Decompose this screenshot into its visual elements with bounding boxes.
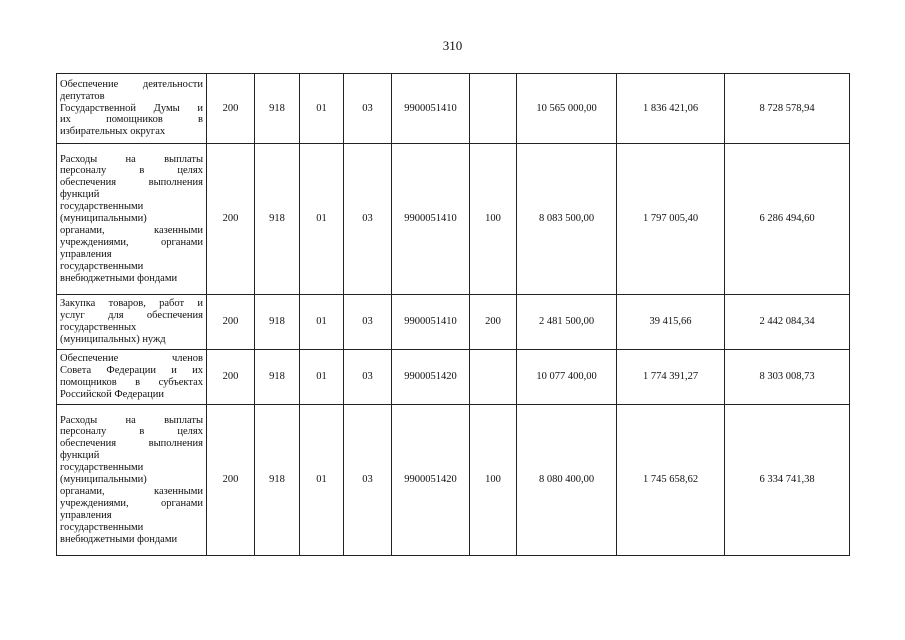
- row-description: [57, 74, 207, 144]
- cell-plan: 10 077 400,00: [517, 350, 617, 405]
- description-line: помощников в субъектах: [60, 377, 203, 388]
- description-line: Российской Федерации: [60, 388, 164, 400]
- row-description: [57, 295, 207, 350]
- cell-subsection: 03: [344, 405, 392, 556]
- cell-subsection: 03: [344, 74, 392, 144]
- description-line: персоналу в целях: [60, 165, 203, 177]
- cell-section: 01: [300, 144, 344, 295]
- cell-remaining: 8 303 008,73: [725, 350, 850, 405]
- cell-plan: 10 565 000,00: [517, 74, 617, 144]
- description-line: учреждениями, органами: [60, 236, 203, 248]
- cell-subsection: 03: [344, 295, 392, 350]
- page-number: 310: [442, 38, 463, 53]
- cell-expense-type: 200: [470, 295, 517, 350]
- description-line: государственными: [60, 462, 144, 474]
- description-line: функций: [60, 450, 100, 462]
- row-description: [57, 144, 207, 295]
- description-line: государственных: [60, 322, 137, 333]
- description-line: Расходы на выплаты: [60, 414, 203, 426]
- cell-executed: 1 797 005,40: [617, 144, 725, 295]
- description-line: функций: [60, 189, 100, 201]
- cell-admin: 200: [207, 295, 255, 350]
- table-row: [57, 350, 850, 405]
- description-line: внебюджетными фондами: [60, 272, 178, 284]
- description-line: Государственной Думы и: [60, 102, 203, 114]
- cell-executed: 1 745 658,62: [617, 405, 725, 556]
- cell-section: 01: [300, 405, 344, 556]
- cell-expense-type: 100: [470, 144, 517, 295]
- cell-section: 01: [300, 74, 344, 144]
- cell-ministry: 918: [255, 405, 300, 556]
- description-line: органами, казенными: [60, 485, 203, 497]
- budget-table: [56, 73, 850, 556]
- cell-remaining: 8 728 578,94: [725, 74, 850, 144]
- row-description: [57, 350, 207, 405]
- description-line: депутатов: [60, 90, 105, 102]
- cell-executed: 1 836 421,06: [617, 74, 725, 144]
- table-row: [57, 295, 850, 350]
- cell-ministry: 918: [255, 295, 300, 350]
- table-row: [57, 405, 850, 556]
- description-line: управления: [60, 509, 112, 521]
- cell-subsection: 03: [344, 144, 392, 295]
- cell-admin: 200: [207, 74, 255, 144]
- cell-section: 01: [300, 350, 344, 405]
- cell-admin: 200: [207, 405, 255, 556]
- cell-subsection: 03: [344, 350, 392, 405]
- table-row: [57, 74, 850, 144]
- row-description: [57, 405, 207, 556]
- cell-remaining: 2 442 084,34: [725, 295, 850, 350]
- table-row: [57, 144, 850, 295]
- description-line: обеспечения выполнения: [60, 177, 203, 189]
- description-line: Расходы на выплаты: [60, 153, 203, 165]
- description-line: услуг для обеспечения: [60, 310, 203, 322]
- description-line: Совета Федерации и их: [60, 365, 203, 377]
- cell-expense-type: [470, 350, 517, 405]
- description-line: Обеспечение членов: [60, 353, 203, 365]
- description-line: государственными: [60, 260, 144, 272]
- cell-remaining: 6 334 741,38: [725, 405, 850, 556]
- cell-ministry: 918: [255, 350, 300, 405]
- description-line: управления: [60, 248, 112, 260]
- description-line: избирательных округах: [60, 126, 166, 138]
- description-line: персоналу в целях: [60, 426, 203, 438]
- description-line: их помощников в: [60, 114, 203, 126]
- description-line: (муниципальных) нужд: [60, 333, 166, 345]
- cell-target: 9900051420: [392, 350, 470, 405]
- cell-remaining: 6 286 494,60: [725, 144, 850, 295]
- description-line: Обеспечение деятельности: [60, 78, 203, 90]
- cell-executed: 39 415,66: [617, 295, 725, 350]
- cell-expense-type: 100: [470, 405, 517, 556]
- cell-ministry: 918: [255, 74, 300, 144]
- cell-admin: 200: [207, 144, 255, 295]
- cell-expense-type: [470, 74, 517, 144]
- cell-plan: 8 080 400,00: [517, 405, 617, 556]
- cell-ministry: 918: [255, 144, 300, 295]
- description-line: государственными: [60, 201, 144, 213]
- description-line: Закупка товаров, работ и: [60, 298, 203, 310]
- description-line: (муниципальными): [60, 474, 147, 486]
- cell-plan: 2 481 500,00: [517, 295, 617, 350]
- description-line: обеспечения выполнения: [60, 438, 203, 450]
- description-line: (муниципальными): [60, 213, 147, 225]
- description-line: органами, казенными: [60, 224, 203, 236]
- description-line: государственными: [60, 521, 144, 533]
- cell-section: 01: [300, 295, 344, 350]
- cell-executed: 1 774 391,27: [617, 350, 725, 405]
- cell-target: 9900051410: [392, 74, 470, 144]
- cell-target: 9900051410: [392, 295, 470, 350]
- cell-target: 9900051410: [392, 144, 470, 295]
- cell-admin: 200: [207, 350, 255, 405]
- cell-plan: 8 083 500,00: [517, 144, 617, 295]
- cell-target: 9900051420: [392, 405, 470, 556]
- description-line: учреждениями, органами: [60, 497, 203, 509]
- description-line: внебюджетными фондами: [60, 533, 178, 545]
